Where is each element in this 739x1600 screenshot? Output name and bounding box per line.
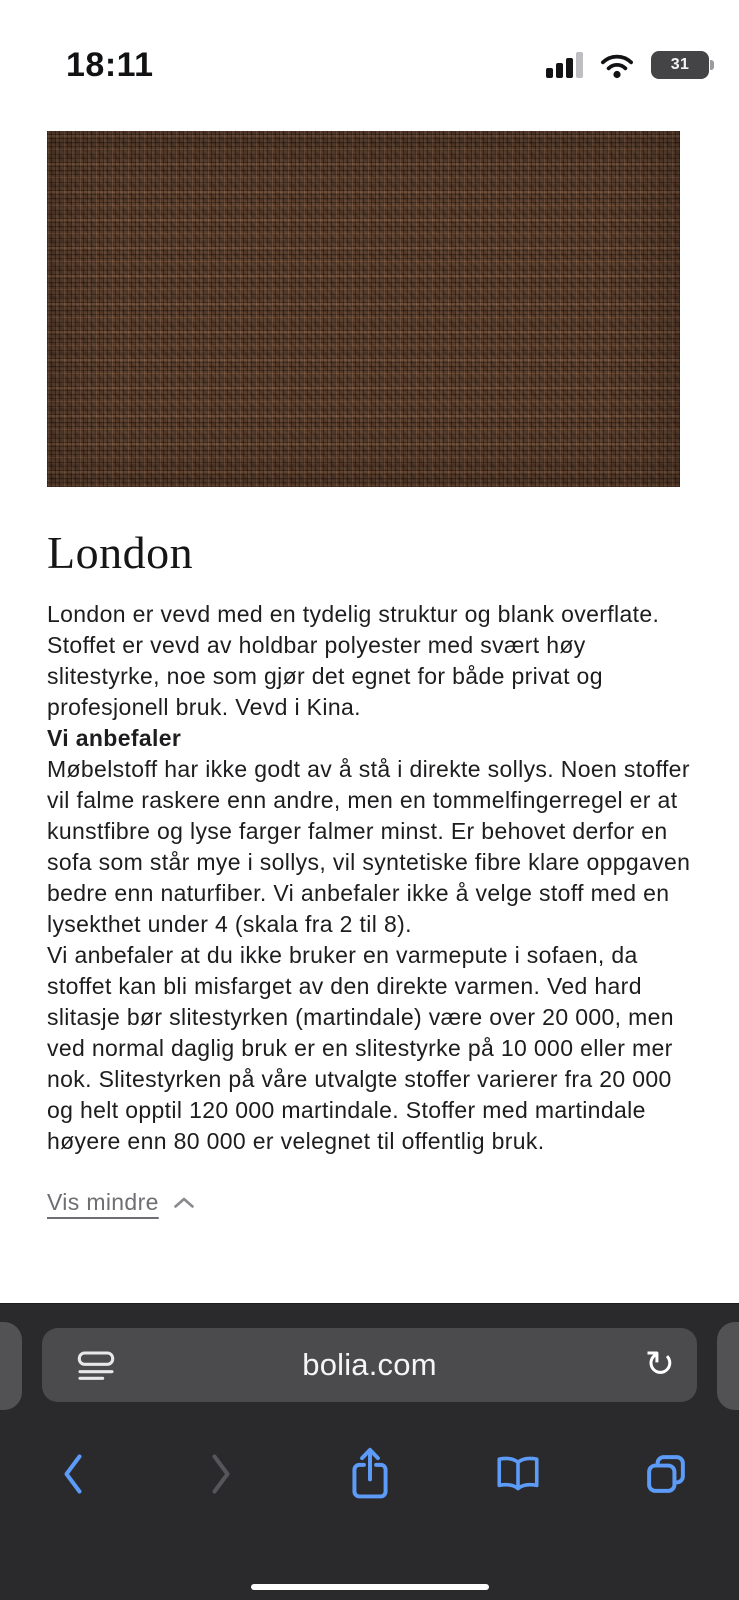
battery-percent: 31: [670, 56, 690, 73]
safari-bottom-chrome: [0, 1303, 739, 1600]
recommend-heading: Vi anbefaler: [47, 724, 182, 751]
address-bar[interactable]: [42, 1328, 697, 1402]
battery-icon: [651, 51, 709, 79]
share-icon[interactable]: [335, 1434, 405, 1514]
back-button[interactable]: [38, 1434, 108, 1514]
home-indicator[interactable]: [251, 1584, 489, 1590]
wifi-icon: [599, 52, 635, 79]
paragraph-description: London er vevd med en tydelig struktur og blank overflate. Stoffet er vevd av holdbar polyester med svært høy slitestyrke, noe som gjør det egnet for både privat og profesjonell bruk. Vevd i Kina.: [47, 600, 660, 720]
fabric-swatch-image[interactable]: [47, 131, 680, 487]
url-text: bolia.com: [302, 1347, 437, 1382]
safari-toolbar: [0, 1416, 739, 1532]
paragraph-durability: Vi anbefaler at du ikke bruker en varmepute i sofaen, da stoffet kan bli misfarget av den direkte varmen. Ved hard slitasje bør slitestyrken (martindale) være over 20 000, men ved normal daglig bruk er en slitestyrke på 10 000 eller mer nok. Slitestyrken på våre utvalgte stoffer varierer fra 20 000 og helt opptil 120 000 martindale. Stoffer med martindale høyere enn 80 000 er velegnet til offentlig bruk.: [47, 941, 674, 1154]
forward-button[interactable]: [186, 1434, 256, 1514]
bookmarks-icon[interactable]: [483, 1434, 553, 1514]
paragraph-sunlight: Møbelstoff har ikke godt av å stå i direkte sollys. Noen stoffer vil falme raskere enn andre, men en tommelfingerregel er at kunstfibre og lyse farger falmer minst. Er behovet derfor en sofa som står mye i sollys, vil syntetiske fibre klare oppgaven bedre enn naturfiber. Vi anbefaler ikke å velge stoff med en lysekthet under 4 (skala fra 2 til 8).: [47, 755, 691, 937]
chevron-up-icon: [173, 1196, 195, 1209]
show-less-label: Vis mindre: [47, 1188, 159, 1215]
clock: 18:11: [66, 45, 154, 84]
status-bar: [0, 0, 739, 104]
next-tab-edge[interactable]: [717, 1322, 739, 1410]
page-title: London: [47, 527, 194, 578]
article: [47, 528, 693, 1216]
show-less-link[interactable]: [47, 1189, 195, 1216]
previous-tab-edge[interactable]: [0, 1322, 22, 1410]
tabs-icon[interactable]: [631, 1434, 701, 1514]
reload-icon[interactable]: ↻: [644, 1344, 675, 1385]
status-icons: [546, 51, 709, 79]
cellular-signal-icon: [546, 52, 583, 78]
